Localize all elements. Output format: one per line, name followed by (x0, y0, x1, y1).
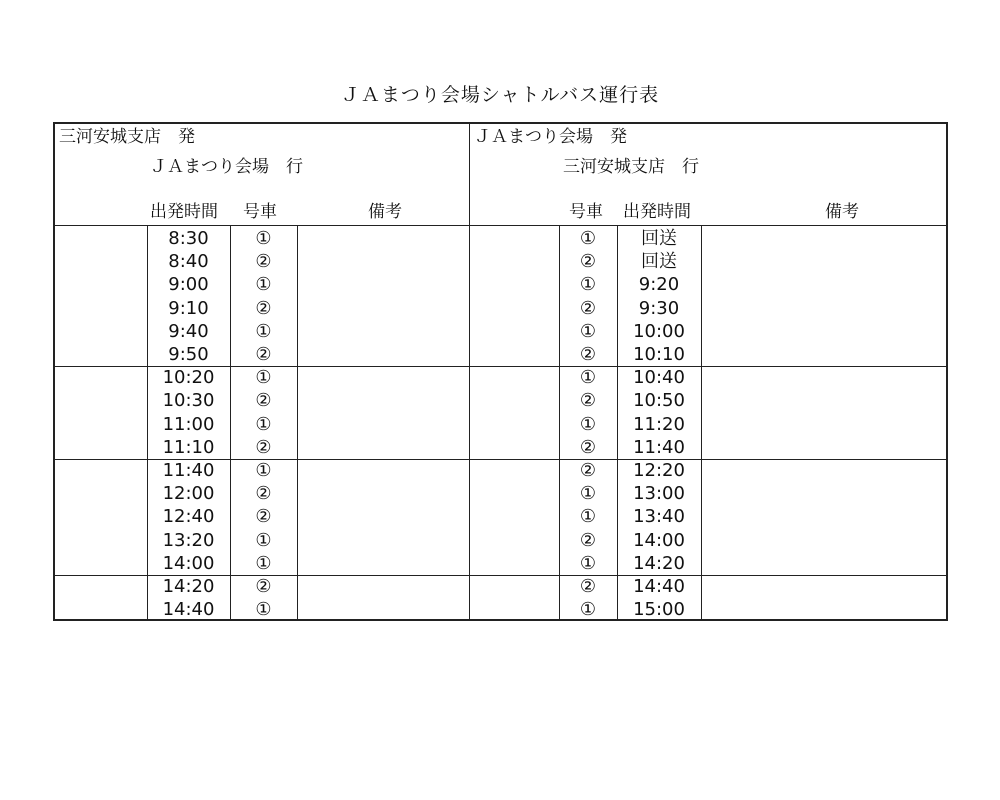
left-bus-number: ② (255, 344, 272, 365)
right-note-col-rule (701, 226, 702, 619)
right-bus-number: ① (579, 483, 597, 505)
right-departure-time: 14:40 (633, 576, 685, 597)
left-departure-time: 14:40 (162, 599, 215, 621)
right-bus-number: ② (579, 390, 597, 412)
right-col-time-header: 出発時間 (623, 202, 691, 222)
right-departure-time: 10:10 (633, 344, 685, 365)
left-bus-number: ① (255, 274, 272, 296)
right-bus-number: ① (579, 228, 597, 249)
right-bus-number: ② (579, 460, 597, 481)
right-bus-number: ② (579, 576, 597, 597)
left-departure-time: 8:30 (168, 228, 209, 249)
left-bus-number: ② (255, 483, 272, 505)
left-bus-number: ① (255, 228, 272, 249)
left-departure-time: 13:20 (162, 529, 215, 551)
right-bus-number: ② (579, 344, 597, 365)
left-departure-time: 9:40 (168, 320, 209, 342)
right-departure-time: 15:00 (633, 599, 685, 621)
right-bus-number: ① (579, 552, 597, 574)
right-bus-number: ② (579, 436, 597, 458)
left-bus-number: ② (255, 251, 272, 273)
left-departure-time: 8:40 (168, 251, 209, 273)
left-departure-time: 14:00 (162, 552, 215, 574)
right-departure-time: 10:50 (633, 390, 685, 412)
left-departure-time: 9:10 (168, 297, 209, 319)
right-departure-time: 14:00 (633, 529, 685, 551)
left-bus-number: ① (255, 529, 272, 551)
timetable (53, 122, 948, 621)
left-bus-number: ② (255, 506, 272, 528)
right-departure-time: 12:20 (633, 460, 685, 481)
left-bus-number: ① (255, 413, 272, 435)
right-departure-time: 13:00 (633, 483, 685, 505)
right-col-note-header: 備考 (825, 202, 859, 222)
right-bus-number: ② (579, 529, 597, 551)
left-note-col-rule (297, 226, 298, 619)
left-bus-number: ① (255, 552, 272, 574)
left-destination: ＪＡまつり会場 行 (150, 157, 303, 177)
left-bus-number: ① (255, 367, 272, 389)
left-departure-time: 9:50 (168, 344, 209, 365)
left-origin: 三河安城支店 発 (59, 127, 195, 147)
page-title: ＪＡまつり会場シャトルバス運行表 (340, 84, 660, 106)
right-bus-number: ① (579, 599, 597, 621)
right-departure-time: 回送 (641, 251, 677, 273)
right-departure-time: 10:40 (633, 367, 685, 389)
left-bus-number: ① (255, 320, 272, 342)
left-departure-time: 12:40 (162, 506, 215, 528)
left-departure-time: 10:20 (162, 367, 215, 389)
center-divider (469, 124, 470, 619)
right-departure-time: 9:20 (638, 274, 680, 296)
right-bus-number: ① (579, 367, 597, 389)
left-departure-time: 10:30 (162, 390, 215, 412)
right-col-car-header: 号車 (569, 202, 603, 222)
left-departure-time: 9:00 (168, 274, 209, 296)
right-departure-time: 14:20 (633, 552, 685, 574)
left-bus-number: ① (255, 599, 272, 621)
right-departure-time: 11:40 (633, 436, 685, 458)
left-bus-number: ① (255, 460, 272, 481)
left-departure-time: 12:00 (162, 483, 215, 505)
header-rule (55, 225, 946, 226)
right-destination: 三河安城支店 行 (563, 157, 699, 177)
left-col-time-header: 出発時間 (150, 202, 218, 222)
left-bus-number: ② (255, 436, 272, 458)
right-bus-number: ① (579, 506, 597, 528)
left-bus-number: ② (255, 390, 272, 412)
right-origin: ＪＡまつり会場 発 (474, 127, 627, 147)
left-departure-time: 11:40 (162, 460, 215, 481)
right-departure-time: 10:00 (633, 320, 685, 342)
right-departure-time: 13:40 (633, 506, 685, 528)
right-departure-time: 9:30 (638, 297, 680, 319)
left-bus-number: ② (255, 576, 272, 597)
left-departure-time: 11:00 (162, 413, 215, 435)
left-bus-number: ② (255, 297, 272, 319)
left-departure-time: 11:10 (162, 436, 215, 458)
right-bus-number: ① (579, 413, 597, 435)
left-col-car-header: 号車 (243, 202, 277, 222)
left-col-note-header: 備考 (368, 202, 402, 222)
right-bus-number: ② (579, 251, 597, 273)
left-departure-time: 14:20 (162, 576, 215, 597)
right-bus-number: ② (579, 297, 597, 319)
right-departure-time: 11:20 (633, 413, 685, 435)
right-bus-number: ① (579, 274, 597, 296)
right-departure-time: 回送 (641, 228, 677, 249)
right-bus-number: ① (579, 320, 597, 342)
